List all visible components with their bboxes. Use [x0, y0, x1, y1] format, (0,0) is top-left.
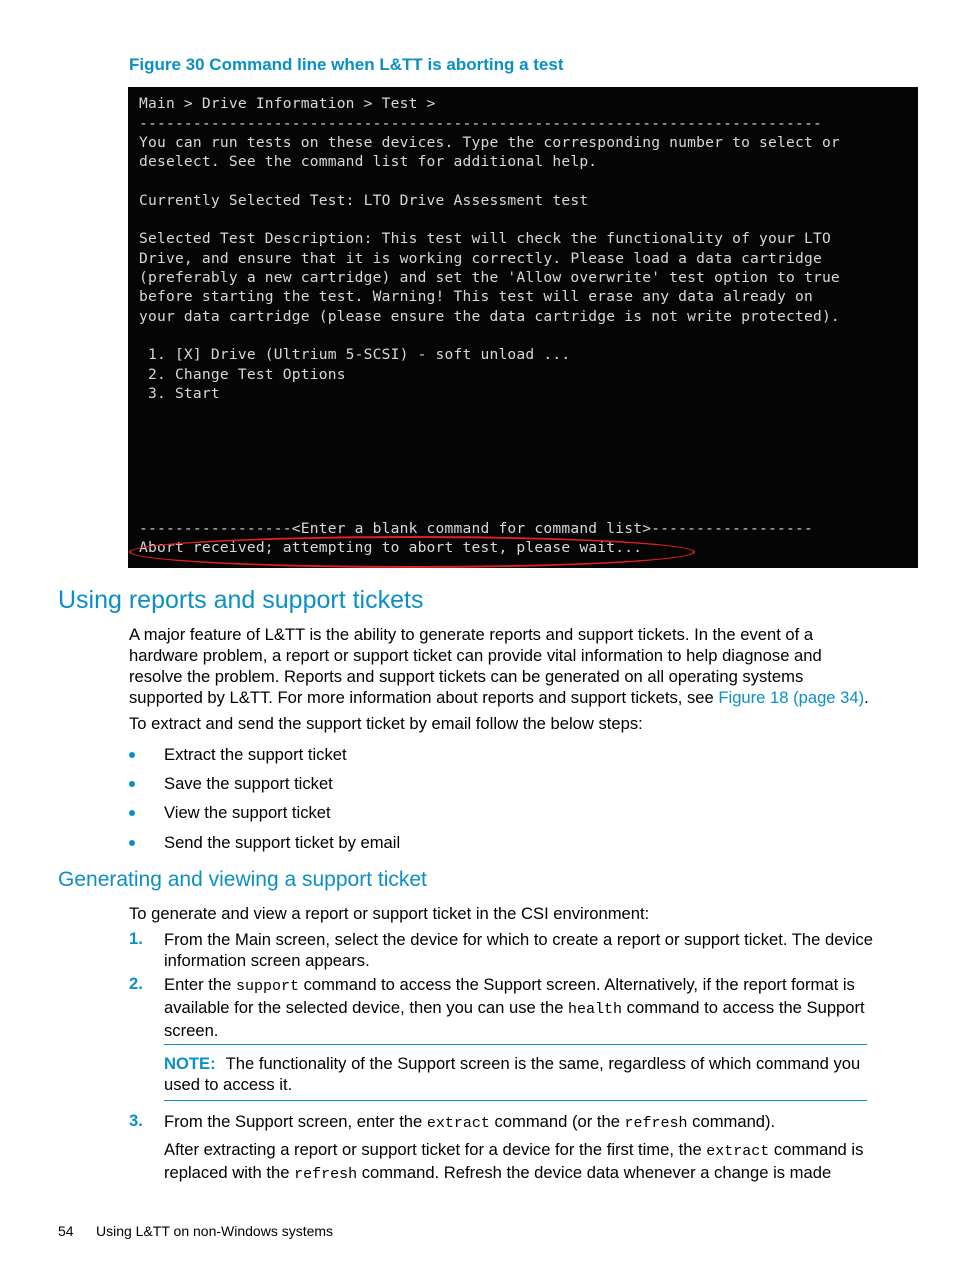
terminal-line: Currently Selected Test: LTO Drive Assessment test	[139, 192, 589, 209]
step-2-part: Enter the	[164, 975, 236, 994]
step-number: 2.	[129, 974, 143, 993]
terminal-screenshot	[128, 87, 918, 568]
highlight-ellipse	[129, 536, 695, 568]
list-item-text: View the support ticket	[164, 803, 331, 822]
step-3-part: command (or the	[489, 1112, 625, 1131]
terminal-line: (preferably a new cartridge) and set the 'Allow overwrite' test option to true	[139, 269, 840, 286]
step-3-part: command).	[687, 1112, 776, 1131]
list-item-text: Save the support ticket	[164, 774, 333, 793]
bullet-icon	[129, 810, 135, 816]
step-number: 3.	[129, 1111, 143, 1130]
note-body: The functionality of the Support screen is the same, regardless of which command you used to access it.	[164, 1054, 861, 1094]
list-item-text: Extract the support ticket	[164, 745, 347, 764]
code-refresh: refresh	[624, 1115, 688, 1132]
note-box	[164, 1044, 867, 1101]
bullet-icon	[129, 781, 135, 787]
followup-part: After extracting a report or support ticket for a device for the first time, the	[164, 1140, 707, 1159]
terminal-line: Main > Drive Information > Test >	[139, 95, 436, 112]
section2-intro: To generate and view a report or support ticket in the CSI environment:	[129, 904, 650, 923]
step-3-text	[164, 1111, 874, 1134]
page-number: 54	[58, 1223, 74, 1239]
step-number: 1.	[129, 929, 143, 948]
list-item-text: Send the support ticket by email	[164, 833, 401, 852]
terminal-line: your data cartridge (please ensure the data cartridge is not write protected).	[139, 308, 840, 325]
terminal-line: -----------------<Enter a blank command for command list>------------------	[139, 520, 813, 537]
followup-part: command. Refresh the device data whenever a change is made	[357, 1163, 832, 1182]
intro-paragraph	[129, 624, 874, 708]
followup-part: command is replaced with the	[164, 1140, 864, 1182]
terminal-line: 1. [X] Drive (Ultrium 5-SCSI) - soft unload ...	[139, 346, 571, 363]
code-refresh: refresh	[294, 1166, 358, 1183]
terminal-line: Selected Test Description: This test will check the functionality of your LTO	[139, 230, 831, 247]
intro-text: A major feature of L&TT is the ability to generate reports and support tickets. In the event of a hardware problem, a report or support ticket can provide vital information to help diagnose and resolve the problem. Reports and support tickets can be generated on all operating systems supported by L&TT. For more information about reports and support tickets, see	[129, 625, 822, 707]
code-extract: extract	[426, 1115, 490, 1132]
terminal-line: 2. Change Test Options	[139, 366, 346, 383]
intro-end: .	[864, 688, 869, 707]
steps-intro: To extract and send the support ticket by email follow the below steps:	[129, 714, 643, 733]
section-heading-reports: Using reports and support tickets	[58, 586, 424, 614]
terminal-line: Drive, and ensure that it is working correctly. Please load a data cartridge	[139, 250, 822, 267]
terminal-line: You can run tests on these devices. Type the corresponding number to select or	[139, 134, 840, 151]
step-3-followup	[164, 1139, 874, 1185]
code-support: support	[235, 978, 299, 995]
terminal-line: ----------------------------------------------------------------------------	[139, 115, 822, 132]
step-3-part: From the Support screen, enter the	[164, 1112, 427, 1131]
chapter-title: Using L&TT on non-Windows systems	[96, 1223, 334, 1239]
terminal-line: deselect. See the command list for additional help.	[139, 153, 598, 170]
bullet-icon	[129, 840, 135, 846]
step-2-part: command to access the Support screen. Alternatively, if the report format is available for the selected device, then you can use the	[164, 975, 855, 1017]
section-heading-generating: Generating and viewing a support ticket	[58, 868, 427, 891]
figure-18-link[interactable]: Figure 18 (page 34)	[718, 688, 865, 707]
figure-caption: Figure 30 Command line when L&TT is aborting a test	[129, 55, 564, 74]
terminal-line: 3. Start	[139, 385, 220, 402]
step-2-part: command to access the Support screen.	[164, 998, 865, 1040]
note-label: NOTE:	[164, 1054, 216, 1073]
code-extract: extract	[706, 1143, 770, 1160]
bullet-icon	[129, 752, 135, 758]
code-health: health	[568, 1001, 623, 1018]
terminal-abort-line: Abort received; attempting to abort test, please wait...	[139, 539, 643, 556]
step-2-text	[164, 974, 874, 1041]
note-text	[164, 1053, 864, 1095]
terminal-line: before starting the test. Warning! This test will erase any data already on	[139, 288, 813, 305]
step-1-text: From the Main screen, select the device for which to create a report or support ticket. The device information screen appears.	[164, 930, 873, 970]
